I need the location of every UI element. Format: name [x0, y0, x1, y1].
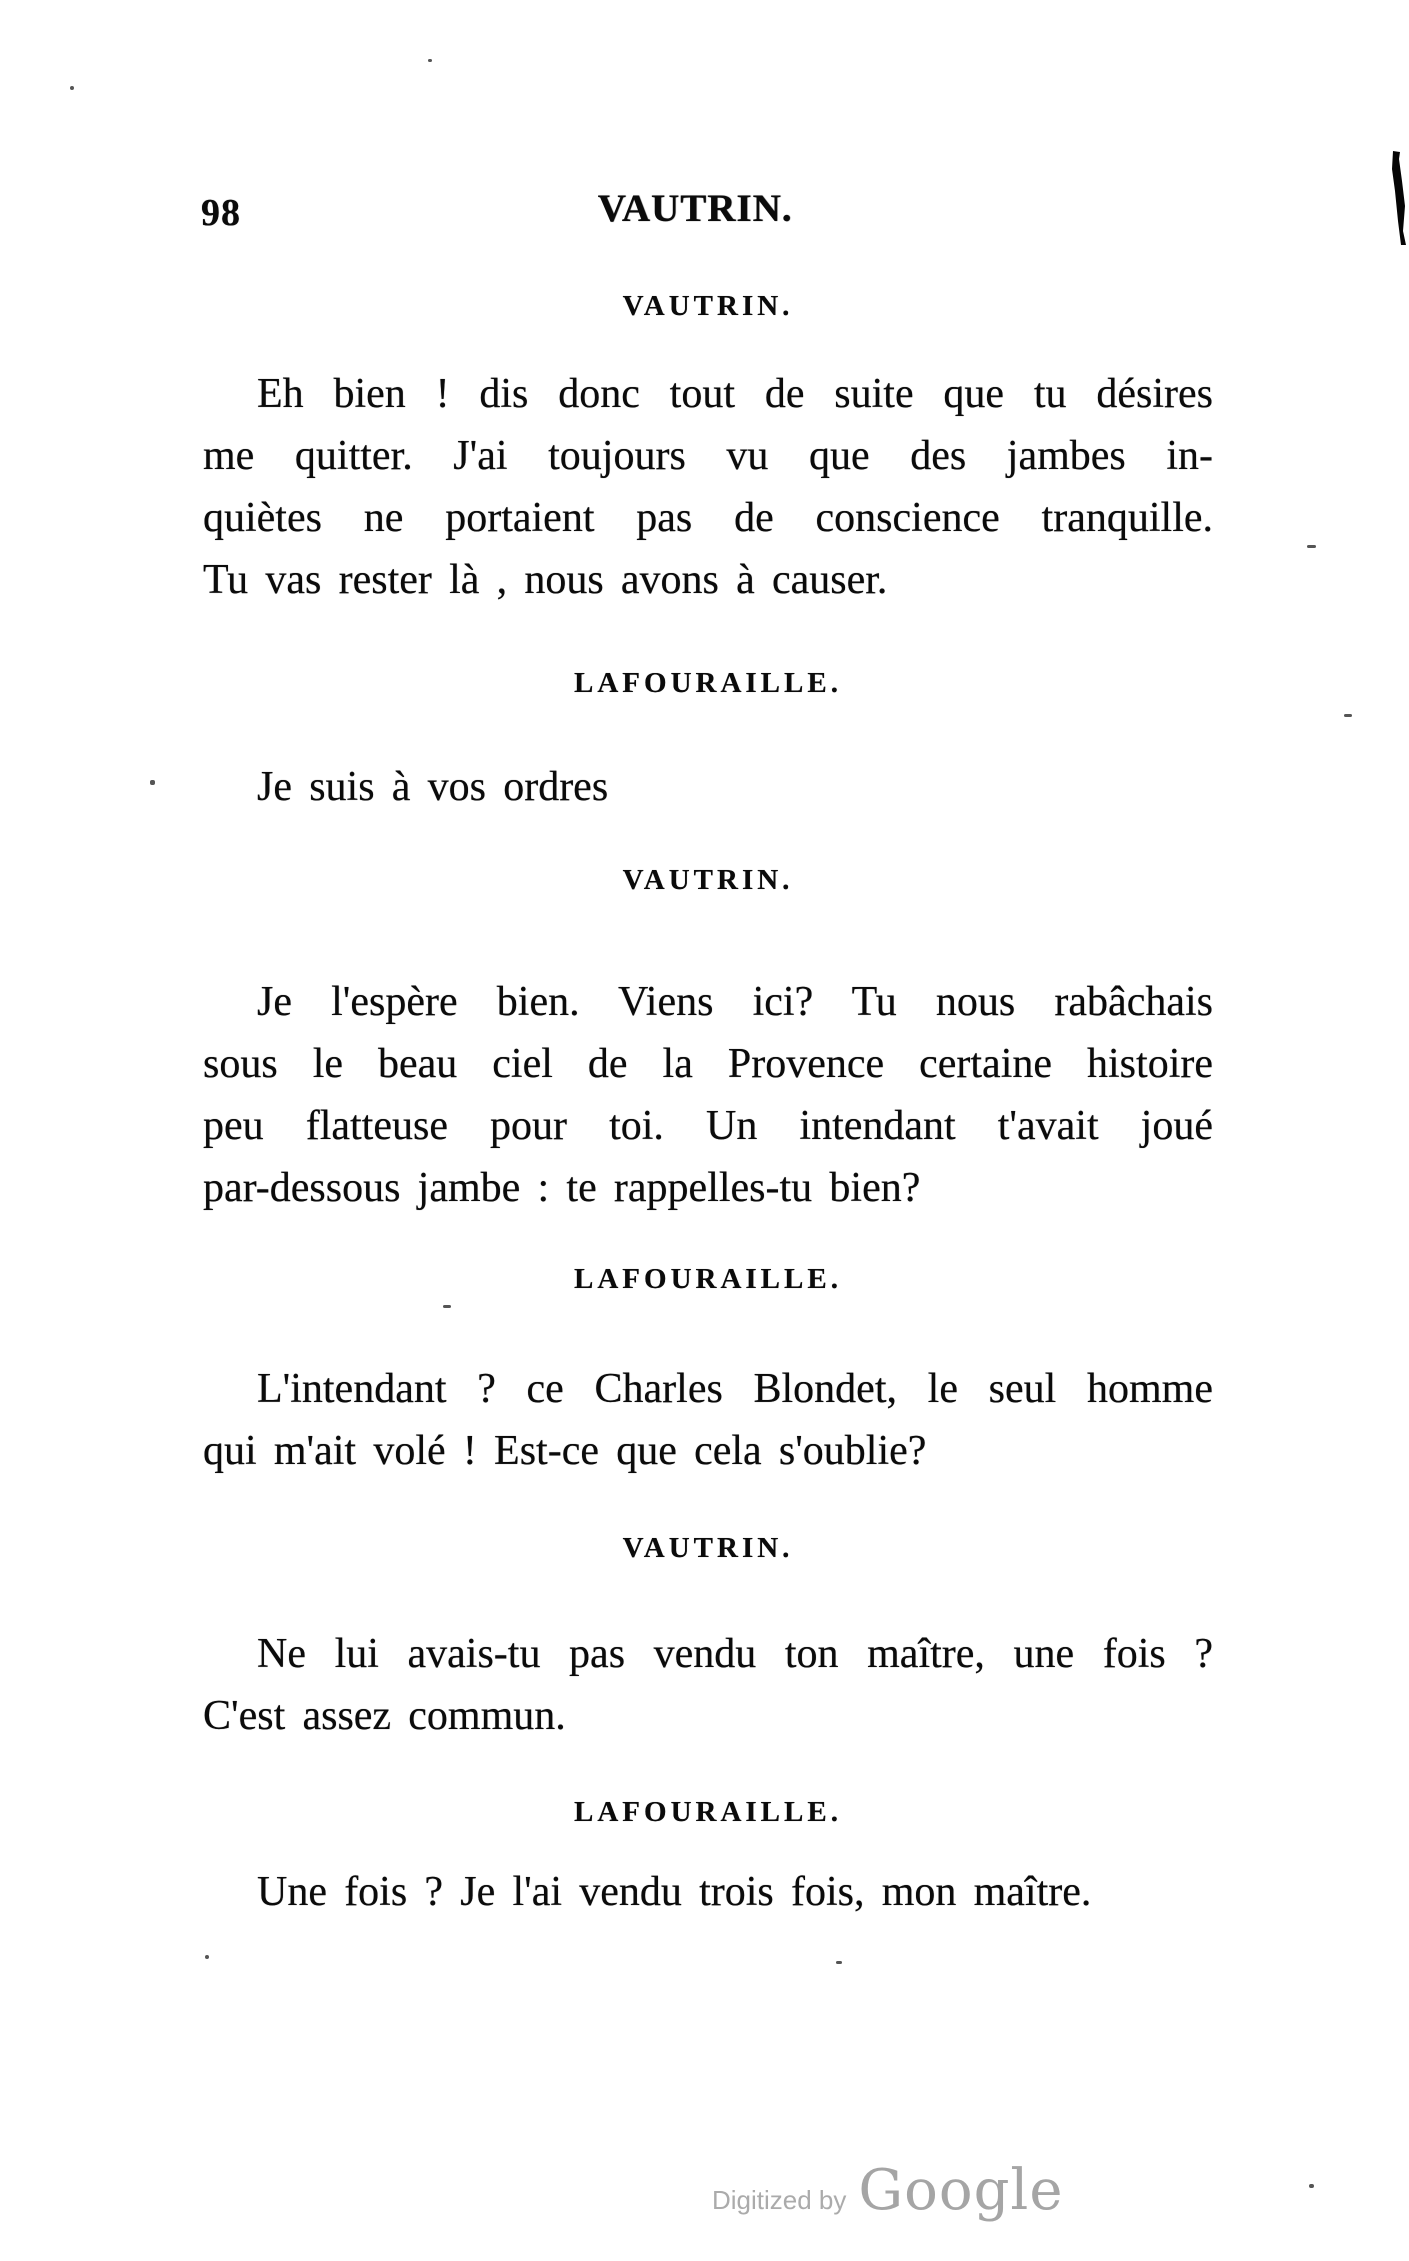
dialogue-line: sous le beau ciel de la Provence certaine histoire: [203, 1041, 1213, 1087]
scan-speck: [70, 86, 74, 90]
scan-speck: [1307, 545, 1316, 548]
dialogue-line: Une fois ? Je l'ai vendu trois fois, mon maître.: [257, 1869, 1092, 1915]
dialogue-line: par-dessous jambe : te rappelles-tu bien?: [203, 1165, 921, 1211]
dialogue-line: C'est assez commun.: [203, 1693, 566, 1739]
google-watermark: [712, 2158, 1063, 2223]
dialogue-paragraph: [203, 971, 1213, 1219]
scan-speck: [1309, 2184, 1314, 2188]
dialogue-paragraph: [203, 1861, 1213, 1923]
running-head: VAUTRIN.: [597, 187, 793, 230]
scan-speck: [428, 59, 432, 62]
speaker-heading: VAUTRIN.: [622, 290, 794, 322]
dialogue-line: Tu vas rester là , nous avons à causer.: [203, 557, 888, 603]
speaker-heading: VAUTRIN.: [622, 1532, 794, 1564]
scan-speck: [150, 780, 155, 785]
ink-blot-mark: [1388, 151, 1409, 245]
scan-speck: [836, 1961, 842, 1964]
speaker-heading: LAFOURAILLE.: [574, 667, 842, 699]
google-logo-text: Google: [858, 2158, 1064, 2223]
dialogue-line: Ne lui avais-tu pas vendu ton maître, une fois ?: [257, 1631, 1213, 1677]
dialogue-line: quiètes ne portaient pas de conscience tranquille.: [203, 495, 1213, 541]
scan-speck: [443, 1305, 451, 1308]
speaker-heading: VAUTRIN.: [622, 864, 794, 896]
page-number: 98: [201, 192, 241, 234]
speaker-heading: LAFOURAILLE.: [574, 1263, 842, 1295]
dialogue-line: Je suis à vos ordres: [257, 764, 609, 810]
dialogue-line: Eh bien ! dis donc tout de suite que tu désires: [257, 371, 1213, 417]
dialogue-paragraph: [203, 1358, 1213, 1482]
dialogue-paragraph: [203, 1623, 1213, 1747]
dialogue-line: L'intendant ? ce Charles Blondet, le seul homme: [257, 1366, 1213, 1412]
dialogue-line: me quitter. J'ai toujours vu que des jambes in-: [203, 433, 1213, 479]
watermark-prefix-text: Digitized by: [712, 2185, 847, 2215]
dialogue-line: Je l'espère bien. Viens ici? Tu nous rabâchais: [257, 979, 1213, 1025]
dialogue-line: peu flatteuse pour toi. Un intendant t'avait joué: [203, 1103, 1213, 1149]
dialogue-paragraph: [203, 756, 1213, 818]
scan-speck: [1344, 714, 1352, 717]
dialogue-line: qui m'ait volé ! Est-ce que cela s'oublie?: [203, 1428, 927, 1474]
speaker-heading: LAFOURAILLE.: [574, 1796, 842, 1828]
dialogue-paragraph: [203, 363, 1213, 611]
scan-speck: [205, 1955, 209, 1959]
